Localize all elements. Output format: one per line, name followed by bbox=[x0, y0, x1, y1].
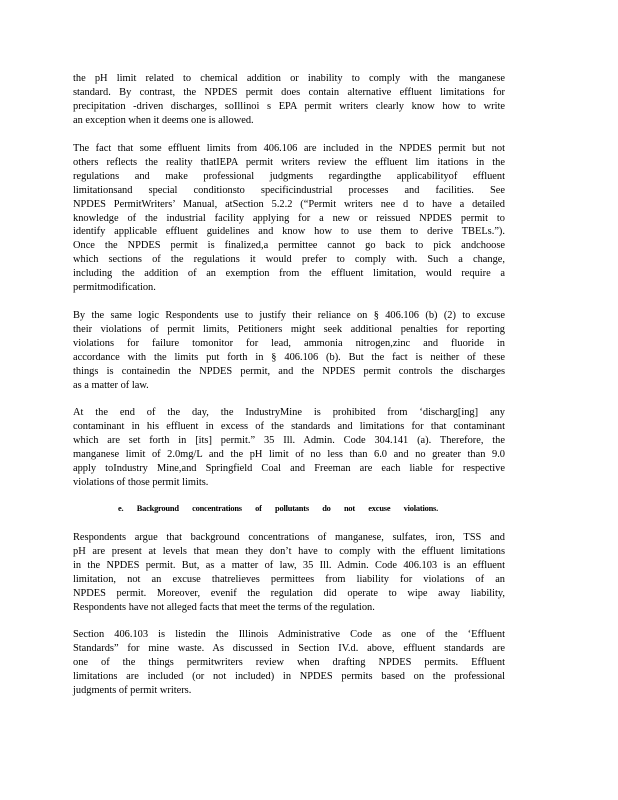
text-line: their violations of permit limits, Petitioners might seek additional penalties for reporting bbox=[73, 323, 505, 335]
text-line: standard. By contrast, the NPDES permit does contain alternative effluent limitations for bbox=[73, 86, 505, 98]
text-line: The fact that some effluent limits from 406.106 are included in the NPDES permit but not bbox=[73, 143, 505, 154]
text-line: violations of those permit limits. bbox=[73, 476, 209, 488]
text-line: including the addition of an exemption from the effluent limitation, would require a bbox=[73, 268, 505, 280]
text-line: Respondents argue that background concentrations of manganese, sulfates, iron, TSS and bbox=[73, 532, 505, 543]
text-line: permitmodification. bbox=[73, 282, 156, 294]
paragraph-end-of-day bbox=[73, 406, 505, 489]
text-line: regulations and make professional judgments regardingthe applicabilityof effluent bbox=[73, 170, 505, 182]
text-line: violations for failure tomonitor for lead, ammonia nitrogen,zinc and fluoride in bbox=[73, 337, 505, 349]
paragraph-ph-limit bbox=[73, 72, 505, 128]
text-line: apply toIndustry Mine,and Springfield Coal and Freeman are each liable for respective bbox=[73, 462, 505, 474]
text-line: By the same logic Respondents use to justify their reliance on § 406.106 (b) (2) to excuse bbox=[73, 310, 505, 321]
text-line: At the end of the day, the IndustryMine is prohibited from ‘discharg[ing] any bbox=[73, 407, 505, 418]
text-line: Section 406.103 is listedin the Illinois Administrative Code as one of the ‘Effluent bbox=[73, 629, 505, 640]
text-line: NPDES permit. Moreover, evenif the regulation did operate to wipe away liability, bbox=[73, 587, 505, 599]
section-heading: e. Background concentrations of pollutants do not excuse violations. bbox=[118, 504, 438, 513]
text-line: contaminant in his effluent in excess of the standards and limitations for that contaminant bbox=[73, 420, 505, 432]
text-line: NPDES PermitWriters’ Manual, atSection 5.2.2 (“Permit writers nee d to have a detailed bbox=[73, 198, 505, 210]
text-line: judgments of permit writers. bbox=[73, 684, 192, 696]
text-line: limitations are included (or not included) in NPDES permits based on the professional bbox=[73, 670, 505, 682]
text-line: identify applicable effluent guidelines and know how to use them to derive TBELs.”). bbox=[73, 226, 505, 238]
paragraph-effluent-limits bbox=[73, 142, 505, 295]
text-line: limitationsand special conditionsto specificindustrial processes and facilities. See bbox=[73, 184, 505, 196]
paragraph-section-406-103 bbox=[73, 628, 505, 698]
text-line: limitation, not an excuse thatrelieves permittees from liability for violations of an bbox=[73, 573, 505, 585]
paragraph-same-logic bbox=[73, 309, 505, 392]
text-line: Standards” for mine waste. As discussed in Section IV.d. above, effluent standards are bbox=[73, 642, 505, 654]
text-line: in the NPDES permit. But, as a matter of law, 35 Ill. Admin. Code 406.103 is an effluent bbox=[73, 559, 505, 571]
text-line: others reflects the reality thatIEPA permit writers review the effluent lim itations in the bbox=[73, 156, 505, 168]
text-line: one of the things permitwriters review when drafting NPDES permits. Effluent bbox=[73, 656, 505, 668]
text-line: pH are present at levels that mean they don’t have to comply with the effluent limitations bbox=[73, 545, 505, 557]
paragraph-respondents bbox=[73, 531, 505, 614]
text-line: knowledge of the industrial facility applying for a new or reissued NPDES permit to bbox=[73, 212, 505, 224]
text-line: which are set forth in [its] permit.” 35 Ill. Admin. Code 304.141 (a). Therefore, the bbox=[73, 434, 505, 446]
text-line: manganese limit of 2.0mg/L and the pH limit of no less than 6.0 and no greater than 9.0 bbox=[73, 448, 505, 460]
text-line: Once the NPDES permit is finalized,a permittee cannot go back to pick andchoose bbox=[73, 240, 505, 252]
text-line: as a matter of law. bbox=[73, 379, 149, 391]
text-line: which sections of the regulations it would prefer to comply with. Such a change, bbox=[73, 254, 505, 266]
text-line: precipitation -driven discharges, soIllinoi s EPA permit writers clearly know how to write bbox=[73, 100, 505, 112]
text-line: things is containedin the NPDES permit, and the NPDES permit controls the discharges bbox=[73, 365, 505, 377]
text-line: an exception when it deems one is allowed. bbox=[73, 114, 254, 126]
text-line: the pH limit related to chemical addition or inability to comply with the manganese bbox=[73, 73, 505, 84]
text-line: Respondents have not alleged facts that meet the terms of the regulation. bbox=[73, 601, 375, 613]
text-line: accordance with the limits put forth in § 406.106 (b). But the fact is neither of these bbox=[73, 351, 505, 363]
